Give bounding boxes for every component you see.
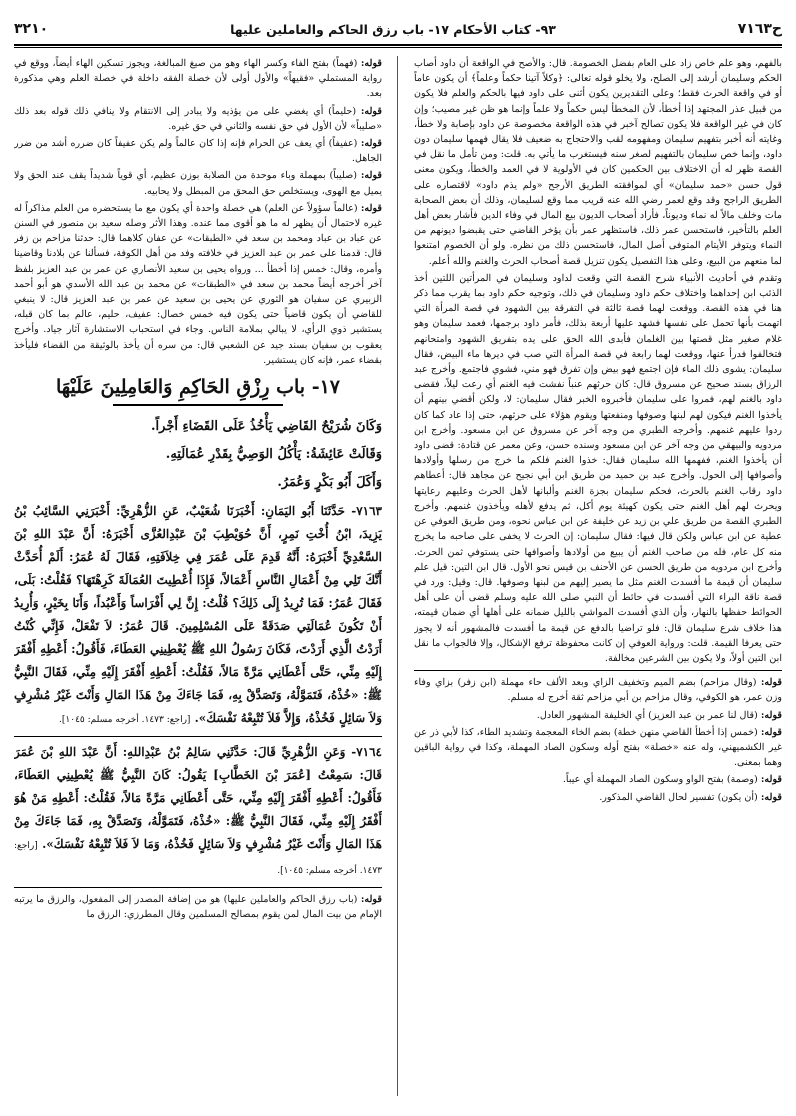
- chapter-underline: [113, 404, 283, 406]
- note-label: قوله:: [360, 202, 382, 214]
- column-divider: [397, 56, 398, 1096]
- note-entry: [414, 708, 782, 723]
- header-rule-thin: [14, 47, 782, 48]
- note-label: قوله:: [760, 791, 782, 803]
- hadith-reference: [راجع: ١٤٧٣. أخرجه مسلم: ١٠٤٥].: [59, 715, 191, 726]
- note-label: قوله:: [760, 774, 782, 786]
- note-text: (عفيفاً) أي يعف عن الحرام فإنه إذا كان عالماً ولم يكن عفيفاً كان ضرره أشد من ضرر الجاهل.: [14, 138, 382, 165]
- note-entry: [14, 892, 382, 922]
- note-label: قوله:: [360, 105, 382, 117]
- tradition-line: وَكَانَ شُرَيْحٌ القَاضِي يَأْخُذُ عَلَى القَضَاءِ أَجْراً.: [151, 419, 382, 435]
- hadith-rule: [14, 736, 382, 737]
- page-number: ٣٢١٠: [14, 21, 49, 37]
- note-entry: [14, 201, 382, 368]
- note-entry: [414, 772, 782, 787]
- hadith-text: [14, 500, 382, 732]
- note-text: (وقال مزاحم) بضم الميم وتخفيف الزاي وبعد الألف حاء مهملة (ابن زفر) بزاي وفاء وزن عمر، هو الكوفي، وقال مزاحم بن أبي مزاحم ثقة أخرج له مسلم.: [414, 677, 782, 704]
- note-label: قوله:: [360, 138, 382, 150]
- right-column: [414, 56, 782, 1100]
- note-text: (عالماً سؤولاً عن العلم) هي خصلة واحدة أي يكون مع ما يستحضره من العلم مذاكراً له غيره لاحتمال أن يظهر له ما هو أقوى مما عنده. وهذا الأثر وصله سعيد بن منصور في السنن عن عباد بن عباد ومحمد بن سعد في «الطبقات» عن عفان كلاهما قال: حدثنا مزاحم بن زفر قال: قدمنا على عمر بن عبد العزيز في خلافته وفد من أهل الكوفة، فسألنا عن بلادنا وقاضينا وأمره، وقال: خمس إذا أخطأ ... ورواه يحيى بن سعيد الأنصاري عن عمر بن عبد العزيز بلفظ آخر أخرجه أيضاً محمد بن سعد في «الطبقات» عن محمد بن عبد الله الأسدي هو أبو أحمد الزبيري عن سفيان هو الثوري عن يحيى بن سعيد عن عمر بن عبد العزيز قال: لا ينبغي للقاضي أن يكون قاضياً حتى يكون فيه خمس خصال: عفيف، حليم، عالم بما كان قبله، يستشير ذوي الرأي، لا يبالي بملامة الناس. وجاء في استحباب الاستشارة آثار جياد. وأخرج يعقوب بن سفيان بسند جيد عن الشعبي قال: من سره أن يأخذ بالوثيقة من القضاء فليأخذ بقضاء عمر، فإنه كان يستشير.: [14, 202, 382, 366]
- note-text: (باب رزق الحاكم والعاملين عليها) هو من إضافة المصدر إلى المفعول، والرزق ما يرتبه الإمام من بيت المال لمن يقوم بمصالح المسلمين وقال المطرزي: الرزق ما: [14, 894, 382, 921]
- note-entry: [14, 136, 382, 166]
- header-rule: [14, 44, 782, 46]
- note-label: قوله:: [760, 726, 782, 738]
- page-header: [14, 16, 782, 42]
- note-label: قوله:: [760, 677, 782, 689]
- chapter-title: ١٧- باب رِزْقِ الحَاكِمِ وَالعَامِلِينَ عَلَيْهَا: [55, 376, 341, 399]
- hadith-body: ٧١٦٤- وَعَنِ الزُّهْرِيِّ قَالَ: حَدَّثَنِي سَالِمُ بْنُ عَبْدِاللهِ: أَنَّ عَبْدَ اللهِ بْنَ عُمَرَ قَالَ: سَمِعْتُ [عُمَرَ بْنَ الخَطَّابِ] يَقُولُ: كَانَ النَّبِيُّ ﷺ يُعْطِينِي العَطَاءَ، فَأَقُولُ: أَعْطِهِ أَفْقَرَ إِلَيْهِ مِنِّي، حَتَّى أَعْطَانِي مَرَّةً مَالاً، فَقُلْتُ: أَعْطِهِ مَنْ هُوَ أَفْقَرُ إِلَيْهِ مِنِّي، فَقَالَ النَّبِيُّ ﷺ: «خُذْهُ، فَتَمَوَّلْهُ، وَتَصَدَّقْ بِهِ، فَمَا جَاءَكَ مِنْ هَذَا المَالِ وَأَنْتَ غَيْرُ مُشْرِفٍ وَلاَ سَائِلٍ فَخُذْهُ، وَمَا لاَ فَلاَ تُتْبِعْهُ نَفْسَكَ».: [14, 745, 382, 852]
- section-rule: [14, 887, 382, 888]
- commentary-paragraph: بالفهم، وهو علم خاص زاد على العام بفضل الخصومة. قال: والأصح في الواقعة أن داود أصاب الحكم وسليمان أرشد إلى الصلح، ولا يخلو قوله تعالى: ﴿وكلاً آتينا حكماً وعلماً﴾ أن يكون عاماً أو في واقعة الحرث فقط؛ وعلى التقديرين يكون أثنى على داود فيها بالحكم والعلم فلا يكون من قبيل عذر المجتهد إذا أخطأ، لأن المخطأ ليس حكماً ولا علماً وإنما هو ظن غير مصيب؛ وإن كان في غير الواقعة فلا يكون تصالح آخبر في هذه الواقعة مخصوصة عن داود بإصابة ولا خطأ، وغايته أنه أخبر بتفهيم سليمان ومفهومه لقب والاحتجاج به ضعيف فلا يقال فهمها سليمان دون داود، وإنما خص سليمان بالتفهيم لصغر سنه فيستغرب ما يأتي به. قلت: ومن تأمل ما نقل في القصة ظهر له أن الاختلاف بين الحكمين كان في الأولوية لا في العمد والخطأ، ويكون معنى قول حسن «حمد سليمان» أي لموافقته الطريق الأرجح «ولم يذم داود» لاقتصاره على الطريق الراجح وقد وقع لعمر رضي الله عنه قريب مما وقع لسليمان، وذلك أن بعض الصحابة مات وخلف مالاً له نماء وديوناً، فأراد أصحاب الديون بيع المال في وفاء الدين فأشار بعض أهل العلم بالتأخير، فاستحسن عمر ذلك، فاستظهر عمر بأن يؤخر القاضي حتى يقبضوا ديونهم من النماء ويتوفر الأيتام المتوفى أصل المال، فاستحسن ذلك من نظره. ولو أن الخصوم امتنعوا لما منعهم من البيع، وعلى هذا التفصيل يكون تنزيل قصة أصحاب الحرث والغنم والله أعلم.: [414, 58, 782, 267]
- note-text: (وصمة) بفتح الواو وسكون الصاد المهملة أي عيباً.: [562, 774, 758, 786]
- hadith-range: ح٧١٦٣: [737, 21, 782, 37]
- note-text: (صليباً) بمهملة وباء موحدة من الصلابة بوزن عظيم، أي قوياً شديداً يقف عند الحق ولا يميل مع الهوى، ويستخلص حق المحق من المبطل ولا يحابيه.: [14, 170, 382, 197]
- tradition-line: وَقَالَتْ عَائِشَةُ: يَأْكُلُ الوَصِيُّ بِقَدْرِ عُمَالَتِهِ.: [165, 447, 382, 463]
- section-rule: [414, 670, 782, 671]
- hadith-body: ٧١٦٣- حَدَّثَنَا أَبُو اليَمَانِ: أَخْبَرَنَا شُعَيْبٌ، عَنِ الزُّهْرِيِّ: أَخْبَرَنِي السَّائِبُ بْنُ يَزِيدَ، ابْنُ أُخْتِ نَمِرٍ، أَنَّ حُوَيْطِبَ بْنَ عَبْدِالعُزَّى أَخْبَرَهُ: أَنَّ عَبْدَ اللهِ بْنَ السَّعْدِيِّ أَخْبَرَهُ: أَنَّهُ قَدِمَ عَلَى عُمَرَ فِي خِلاَفَتِهِ، فَقَالَ لَهُ عُمَرُ: أَلَمْ أُحَدَّثْ أَنَّكَ تَلِي مِنْ أَعْمَالِ النَّاسِ أَعْمَالاً، فَإِذَا أُعْطِيتَ العُمَالَةَ كَرِهْتَهَا؟ فَقُلْتُ: بَلَى، فَقَالَ عُمَرُ: فَمَا تُرِيدُ إِلَى ذَلِكَ؟ قُلْتُ: إِنَّ لِي أَفْرَاساً وَأَعْبُداً، وَأَنَا بِخَيْرٍ، وَأُرِيدُ أَنْ تَكُونَ عُمَالَتِي صَدَقَةً عَلَى المُسْلِمِينَ. قَالَ عُمَرُ: لاَ تَفْعَلْ، فَإِنِّي كُنْتُ أَرَدْتُ الَّذِي أَرَدْتَ، فَكَانَ رَسُولُ اللهِ ﷺ يُعْطِينِي العَطَاءَ، فَأَقُولُ: أَعْطِهِ أَفْقَرَ إِلَيْهِ مِنِّي، حَتَّى أَعْطَانِي مَرَّةً مَالاً، فَقُلْتُ: أَعْطِهِ أَفْقَرَ إِلَيْهِ مِنِّي، فَقَالَ النَّبِيُّ ﷺ: «خُذْهُ، فَتَمَوَّلْهُ، وَتَصَدَّقْ بِهِ، فَمَا جَاءَكَ مِنْ هَذَا المَالِ وَأَنْتَ غَيْرُ مُشْرِفٍ وَلاَ سَائِلٍ فَخُذْهُ، وَإِلاَّ فَلاَ تُتْبِعْهُ نَفْسَكَ».: [14, 504, 382, 726]
- note-label: قوله:: [760, 709, 782, 721]
- note-text: (قال لنا عمر بن عبد العزيز) أي الخليفة المشهور العادل.: [536, 709, 758, 721]
- note-text: (خمس إذا أخطأ القاضي منهن خطة) بضم الخاء المعجمة وتشديد الطاء، كذا لأبي ذر عن غير الكشميهني، وله عنه «خصلة» بفتح أوله وسكون الصاد المهملة، وكذا في رواية الباقين وهما بمعنى.: [414, 726, 782, 769]
- note-entry: [414, 790, 782, 805]
- note-label: قوله:: [360, 58, 382, 69]
- tradition-line: وَأَكَلَ أَبُو بَكْرٍ وَعُمَرُ.: [277, 475, 382, 491]
- note-label: قوله:: [360, 894, 382, 906]
- note-text: (حليماً) أي يغضي على من يؤذيه ولا يبادر إلى الانتقام ولا ينافي ذلك قوله بعد ذلك «صليباً» لأن الأول في حق نفسه والثاني في حق غيره.: [14, 105, 382, 132]
- commentary-paragraph: وتقدم في أحاديث الأنبياء شرح القصة التي وقعت لداود وسليمان في المرأتين اللتين أخذ الذئب ابن إحداهما واختلاف حكم داود وسليمان في ذلك، وتوجيه حكم داود بما يقرب مما ذكر هنا في هذه القصة. ووقعت لهما قصة ثالثة في التفرقة بين الشهود في قصة المرأة التي اتهمت بأنها تحمل على نفسها فشهد عليها أربعة بذلك، فأمر داود برجمها، فعمد سليمان وهو غلام صغير مثل قصتها بين الغلمان فأبدى الله الحق على يده بتفريق الشهود وامتحانهم فتخالفوا فدرأ عنها، ووقعت لهما رابعة في قصة المرأة التي صب في ديرها ماء البيض، فقال سليمان: يشوى ذلك الماء فإن اجتمع فهو بيض وإن تفرق فهو مني، فشوي فاجتمع. وأخرج عبد الرزاق بسند صحيح عن مسروق قال: كان حرثهم عنباً نفشت فيه الغنم أي رعت ليلاً، فقضى داود بالغنم لهم، فمروا على سليمان فأخبروه الخبر فقال سليمان: لا، ولكن أقضي بينهم أن يأخذوا الغنم فيكون لهم لبنها وصوفها ومنفعتها ويقوم هؤلاء على حرثهم، حتى إذا عاد كما كان ردوا عليهم غنمهم. وأخرجه الطبري من وجه آخر عن مسروق عن ابن مسعود. وأخرج ابن مردويه والبيهقي من وجه آخر عن ابن مسعود وسنده حسن، وعن معمر عن قتادة: قضى داود أن يأخذوا الغنم، ففهمها الله سليمان فقال: خذوا الغنم فلكم ما خرج من رسلها وأولادها وأصوافها إلى الحول. وأخرج عبد بن حميد من طريق ابن أبي نجيح عن مجاهد قال: أعطاهم داود رقاب الغنم بالحرث، فحكم سليمان بجزة الغنم وألبانها لأهل الحرث وعليهم رعايتها ويحرث لهم أهل الغنم حتى يكون كهيئة يوم أكل، ثم يدفع لأهله ويأخذون غنمهم. وأخرج الطبري القصة من طريق علي بن زيد عن خليفة عن ابن عباس نحوه، ومن طريق العوفي عن عطية عن ابن عباس ولكن قال فيها: فقال سليمان: إن الحرث لا يخفى على صاحبه ما يخرج منه كل عام، فله من صاحب الغنم أن يبيع من أولادها وأصوافها حتى يستوفي ثمن الحرث. وأخرج ابن مردويه من طريق الحسن عن الأحنف بن قيس نحو الأول. قال ابن التين: قيل علم سليمان أن قيمة ما أفسدت الغنم مثل ما يصير إليهم من لبنها وصوفها. قال: وقيل: ورد في قصة ناقة البراء التي أفسدت في حائط أن النبي صلى الله عليه وسلم قضى أن على أهل الحوائط حفظها بالنهار، وأن الذي أفسدت المواشي بالليل ضمانه على أهلها أي ضمان قيمته، هذا خلاف شرع سليمان قال: فلو تراضيا بالدفع عن قيمة ما أفسدت فالمشهور أنه لا يجوز حتى يعرفا القيمة. قلت: ورواية العوفي إن كانت محفوظة ترفع الإشكال، وإلا فالجواب ما نقل ابن التين أولاً، ولا يكون بين الشرعين مخالفة.: [414, 272, 782, 664]
- left-column: [14, 56, 382, 1100]
- note-entry: [414, 675, 782, 705]
- note-label: قوله:: [360, 170, 382, 182]
- note-entry: [14, 56, 382, 102]
- note-text: (فهماً) بفتح الفاء وكسر الهاء وهو من صيغ المبالغة، ويجوز تسكين الهاء أيضاً، ووقع في رواية المستملي «فقيهاً» والأول أولى لأن خصلة الفقه داخلة في خصلة العلم وهي مذكورة بعد.: [14, 58, 382, 100]
- note-entry: [414, 725, 782, 771]
- note-entry: [14, 168, 382, 198]
- note-entry: [14, 104, 382, 134]
- note-text: (أن يكون) تفسير لحال القاضي المذكور.: [599, 791, 758, 803]
- hadith-text: [14, 741, 382, 883]
- running-title: ٩٣- كتاب الأحكام ١٧- باب رزق الحاكم والعاملين عليها: [230, 21, 556, 37]
- hadith-reference: [راجع: ١٤٧٣. أخرجه مسلم: ١٠٤٥].: [14, 841, 382, 877]
